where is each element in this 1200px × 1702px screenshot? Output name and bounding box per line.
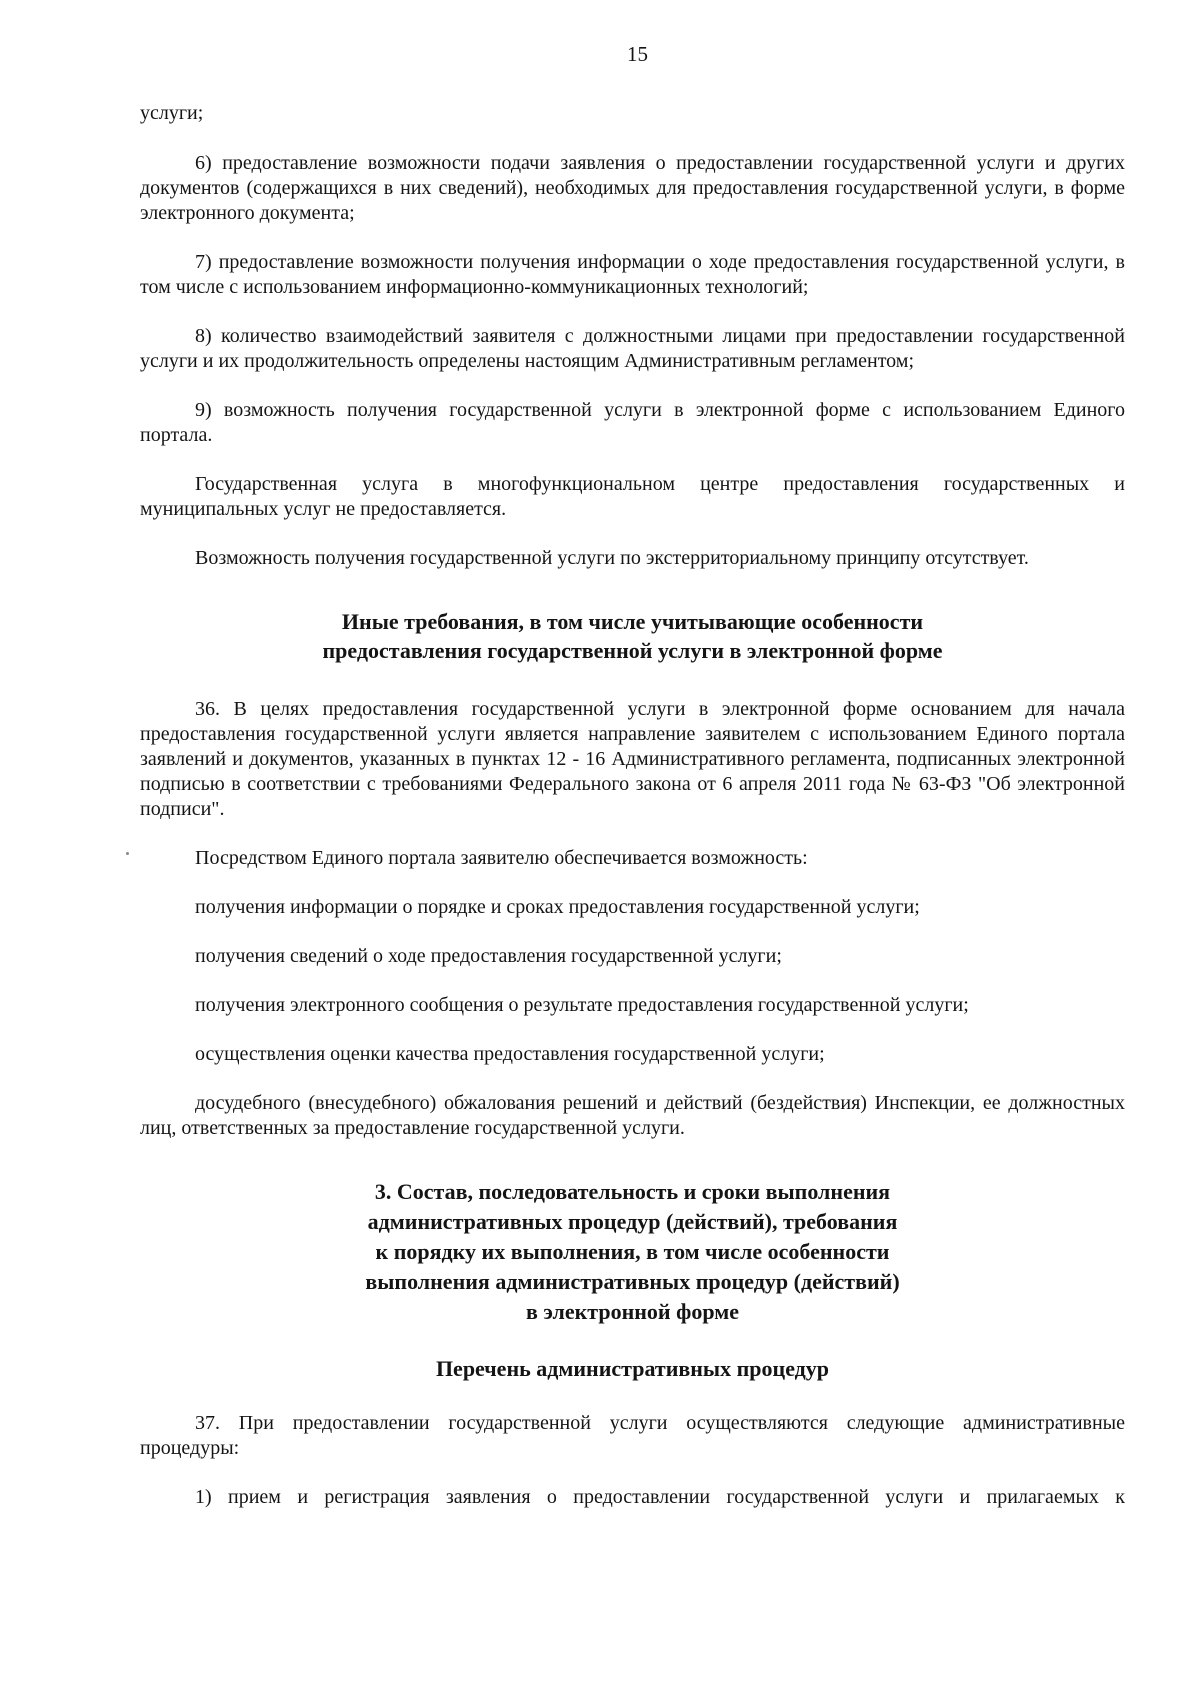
paragraph-portal-intro: Посредством Единого портала заявителю обеспечивается возможность: <box>195 847 808 869</box>
heading-section-3-line-5: в электронной форме <box>526 1299 739 1324</box>
paragraph-extraterritorial: Возможность получения государственной услуги по экстерриториальному принципу отсутствует. <box>195 547 1029 569</box>
intro-fragment: услуги; <box>140 102 204 124</box>
scan-artifact-dot <box>126 852 129 855</box>
paragraph-36: 36. В целях предоставления государственной услуги в электронной форме основанием для начала предоставления государственной услуги является направление заявителем с использованием Единого портала заявлений и документов, указанных в пунктах 12 - 16 Административного регламента, подписанных электронной подписью в соответствии с требованиями Федерального закона от 6 апреля 2011 года № 63-ФЗ "Об электронной подписи". <box>140 698 1125 820</box>
paragraph-37: 37. При предоставлении государственной услуги осуществляются следующие административные процедуры: <box>140 1412 1125 1459</box>
heading-other-requirements-line-1: Иные требования, в том числе учитывающие особенности <box>341 609 924 634</box>
paragraph-procedure-1: 1) прием и регистрация заявления о предоставлении государственной услуги и прилагаемых к <box>195 1486 1125 1508</box>
paragraph-portal-info: получения информации о порядке и сроках предоставления государственной услуги; <box>195 896 920 918</box>
paragraph-item-8: 8) количество взаимодействий заявителя с должностными лицами при предоставлении государственной услуги и их продолжительность определены настоящим Административным регламентом; <box>140 325 1125 372</box>
paragraph-item-7: 7) предоставление возможности получения информации о ходе предоставления государственной услуги, в том числе с использованием информационно-коммуникационных технологий; <box>140 251 1125 298</box>
heading-section-3-line-2: административных процедур (действий), требования <box>367 1209 898 1234</box>
page-number: 15 <box>627 42 648 66</box>
heading-procedures-list: Перечень административных процедур <box>435 1356 830 1381</box>
paragraph-mfc: Государственная услуга в многофункциональном центре предоставления государственных и муниципальных услуг не предоставляется. <box>140 473 1125 520</box>
heading-section-3-line-3: к порядку их выполнения, в том числе особенности <box>375 1239 890 1264</box>
paragraph-item-9: 9) возможность получения государственной услуги в электронной форме с использованием Единого портала. <box>140 399 1125 446</box>
paragraph-portal-status: получения сведений о ходе предоставления государственной услуги; <box>195 945 782 967</box>
heading-other-requirements-line-2: предоставления государственной услуги в электронной форме <box>322 638 943 663</box>
paragraph-portal-appeal: досудебного (внесудебного) обжалования решений и действий (бездействия) Инспекции, ее должностных лиц, ответственных за предоставление государственной услуги. <box>140 1092 1125 1139</box>
heading-section-3 <box>140 1177 1125 1327</box>
paragraph-portal-quality: осуществления оценки качества предоставления государственной услуги; <box>195 1043 825 1065</box>
heading-section-3-line-4: выполнения административных процедур (действий) <box>365 1269 900 1294</box>
heading-section-3-line-1: 3. Состав, последовательность и сроки выполнения <box>374 1179 891 1204</box>
paragraph-item-6: 6) предоставление возможности подачи заявления о предоставлении государственной услуги и других документов (содержащихся в них сведений), необходимых для предоставления государственной услуги, в форме электронного документа; <box>140 152 1125 224</box>
heading-other-requirements <box>140 607 1125 665</box>
paragraph-portal-result: получения электронного сообщения о результате предоставления государственной услуги; <box>195 994 969 1016</box>
